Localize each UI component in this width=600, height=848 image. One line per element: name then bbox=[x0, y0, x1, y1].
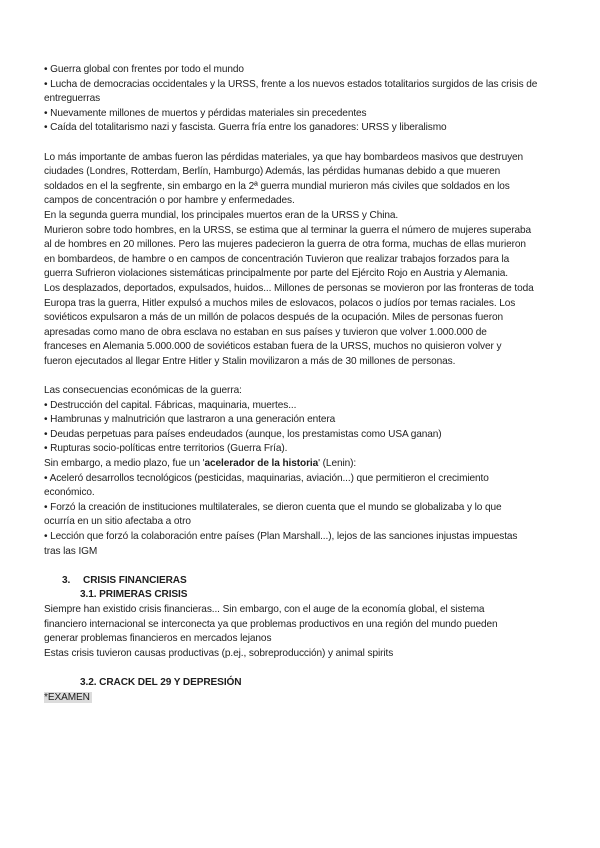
accelerator-sentence bbox=[44, 457, 564, 472]
subsection-heading-3-1: 3.1. PRIMERAS CRISIS bbox=[80, 589, 188, 601]
document-page bbox=[44, 63, 564, 705]
economic-consequences bbox=[44, 384, 564, 559]
text-line: Estas crisis tuvieron causas productivas (p.ej., sobreproducción) y animal spirits bbox=[44, 647, 394, 659]
list-item-continuation: tras las IGM bbox=[44, 545, 98, 557]
text-line: soviéticos expulsaron a más de un millón de polacos después de la ocupación. Miles de personas fueron bbox=[44, 312, 503, 324]
exam-note bbox=[44, 691, 564, 706]
bold-phrase: acelerador de la historia bbox=[204, 458, 319, 470]
list-item: • Forzó la creación de instituciones multilaterales, se dieron cuenta que el mundo se globalizaba y lo que bbox=[44, 501, 502, 513]
list-item: • Guerra global con frentes por todo el mundo bbox=[44, 64, 244, 75]
text-line: fueron ejecutados al llegar Entre Hitler y Stalin movilizaron a más de 30 millones de personas. bbox=[44, 355, 456, 367]
list-item-continuation: económico. bbox=[44, 487, 95, 499]
subsection-heading-3-2: 3.2. CRACK DEL 29 Y DEPRESIÓN bbox=[80, 676, 242, 688]
bullet-list-war-features bbox=[44, 63, 564, 136]
paragraph-losses bbox=[44, 151, 564, 370]
text-line: Siempre han existido crisis financieras... Sin embargo, con el auge de la economía global, el sistema bbox=[44, 603, 485, 615]
text-line: Lo más importante de ambas fueron las pérdidas materiales, ya que hay bombardeos masivos que destruyen bbox=[44, 151, 524, 163]
text-line: guerra Sufrieron violaciones sistemáticas principalmente por parte del Ejército Rojo en Austria y Alemania. bbox=[44, 268, 508, 280]
list-item: • Lección que forzó la colaboración entre países (Plan Marshall...), lejos de las sanciones injustas impuestas bbox=[44, 531, 518, 542]
text-line: financiero internacional se interconecta ya que problemas productivos en una región del mundo pueden bbox=[44, 618, 498, 630]
highlighted-text: *EXAMEN bbox=[44, 691, 90, 703]
section-title: CRISIS FINANCIERAS bbox=[83, 574, 187, 586]
text-span: Sin embargo, a medio plazo, fue un ' bbox=[44, 458, 205, 470]
section-heading-3 bbox=[44, 574, 564, 589]
text-line: soldados en el la segfrente, sin embargo en la 2ª guerra mundial murieron más civiles que soldados en los bbox=[44, 180, 510, 192]
list-item: • Nuevamente millones de muertos y pérdidas materiales sin precedentes bbox=[44, 107, 367, 119]
text-line: al de hombres en 20 millones. Pero las mujeres padecieron la guerra de otra forma, muchas de ellas murieron bbox=[44, 239, 526, 251]
text-span: ' (Lenin): bbox=[318, 458, 357, 470]
text-line: apresadas como mano de obra esclava no estaban en sus países y tuvieron que volver 1.000.000 de bbox=[44, 326, 487, 338]
section-intro: Las consecuencias económicas de la guerra: bbox=[44, 385, 242, 397]
text-line: generar problemas financieros en mercados lejanos bbox=[44, 633, 272, 645]
list-item-continuation: ocurría en un sitio afectaba a otro bbox=[44, 516, 191, 528]
list-item: • Lucha de democracias occidentales y la URSS, frente a los nuevos estados totalitarios surgidos de las crisis de entreguerras bbox=[44, 78, 538, 105]
list-item: • Deudas perpetuas para países endeudados (aunque, los prestamistas como USA ganan) bbox=[44, 428, 442, 440]
list-item: • Caída del totalitarismo nazi y fascista. Guerra fría entre los ganadores: URSS y liberalismo bbox=[44, 122, 447, 134]
text-line: Los desplazados, deportados, expulsados, huidos... Millones de personas se movieron por las fronteras de toda bbox=[44, 282, 534, 294]
list-item: • Hambrunas y malnutrición que lastraron a una generación entera bbox=[44, 414, 336, 426]
text-line: en bombardeos, de hambre o en campos de concentración Tuvieron que realizar trabajos forzados para la bbox=[44, 253, 510, 265]
text-line: franceses en Alemania 5.000.000 de soviéticos estaban fuera de la URSS, muchos no quisieron volver y bbox=[44, 341, 502, 353]
text-line: Europa tras la guerra, Hitler expulsó a muchos miles de eslovacos, polacos o judíos por temas raciales. Los bbox=[44, 297, 516, 309]
text-line: campos de concentración o por hambre y enfermedades. bbox=[44, 195, 295, 207]
list-item: • Rupturas socio-políticas entre territorios (Guerra Fría). bbox=[44, 443, 288, 455]
text-line: ciudades (Londres, Rotterdam, Berlín, Hamburgo) Además, las pérdidas humanas debido a que mueren bbox=[44, 166, 501, 178]
text-line: En la segunda guerra mundial, los principales muertos eran de la URSS y China. bbox=[44, 209, 399, 221]
list-item: • Destrucción del capital. Fábricas, maquinaria, muertes... bbox=[44, 399, 297, 411]
section-number: 3. bbox=[62, 574, 71, 586]
paragraph-first-crises bbox=[44, 603, 564, 661]
list-item: • Aceleró desarrollos tecnológicos (pesticidas, maquinarias, aviación...) que permitieron el crecimiento bbox=[44, 472, 489, 484]
text-line: Murieron sobre todo hombres, en la URSS, se estima que al terminar la guerra el número de mujeres superaba bbox=[44, 224, 532, 236]
